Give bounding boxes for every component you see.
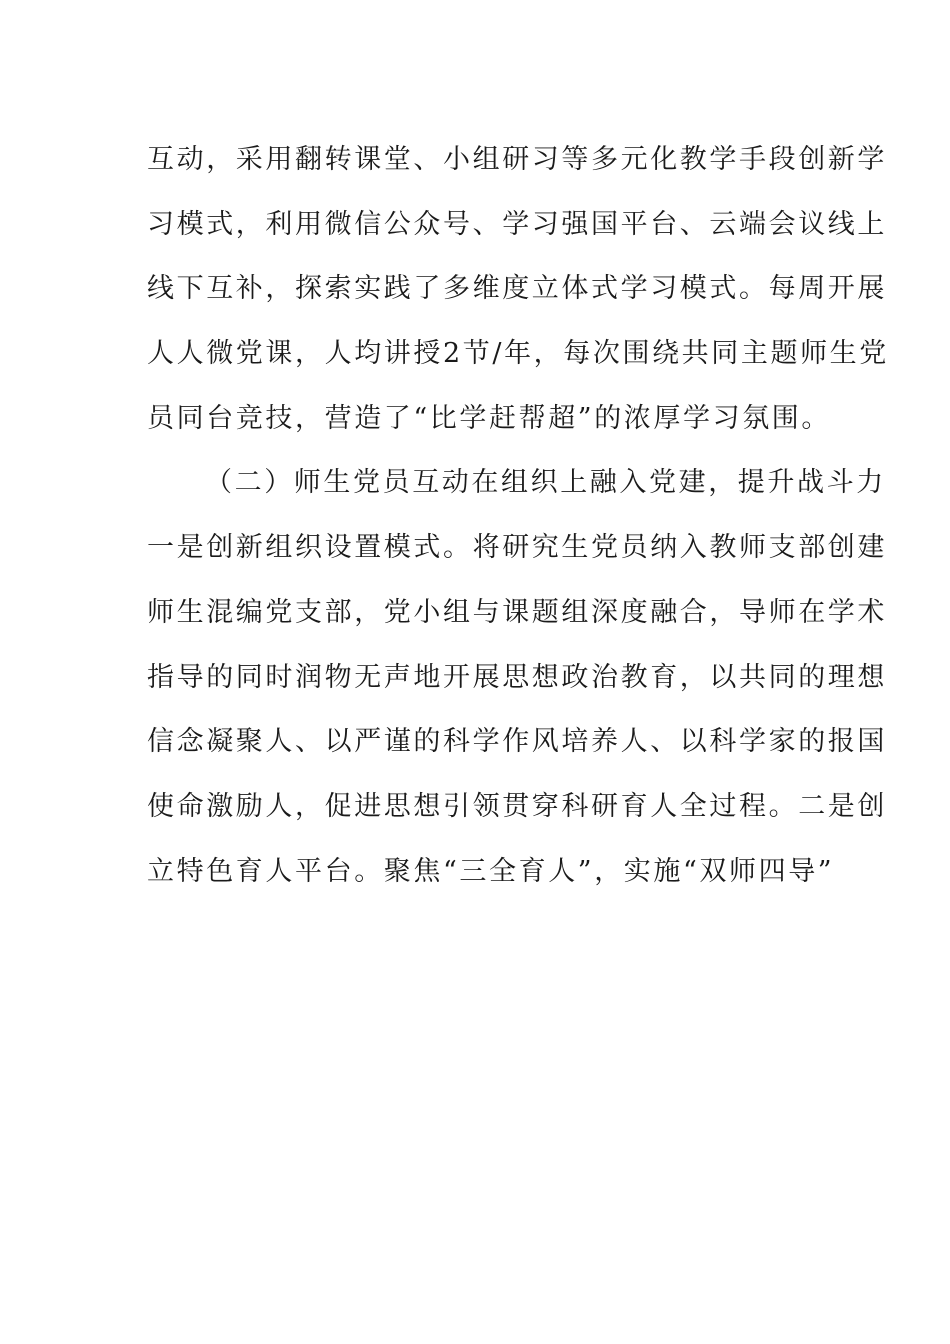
text-line: 人人微党课，人均讲授2节/年，每次围绕共同主题师生党 — [147, 338, 889, 370]
text-line: 一是创新组织设置模式。将研究生党员纳入教师支部创建 — [147, 532, 887, 564]
text-line: 员同台竞技，营造了“比学赶帮超”的浓厚学习氛围。 — [147, 402, 832, 434]
text-line: 师生混编党支部，党小组与课题组深度融合，导师在学术 — [147, 596, 887, 628]
text-line: 信念凝聚人、以严谨的科学作风培养人、以科学家的报国 — [147, 726, 887, 758]
text-line: 线下互补，探索实践了多维度立体式学习模式。每周开展 — [147, 273, 887, 305]
text-line: 立特色育人平台。聚焦“三全育人”，实施“双师四导” — [147, 855, 835, 887]
document-body — [147, 136, 889, 912]
text-line: 习模式，利用微信公众号、学习强国平台、云端会议线上 — [147, 208, 887, 240]
text-line: 指导的同时润物无声地开展思想政治教育，以共同的理想 — [147, 661, 887, 693]
section-heading: （二）师生党员互动在组织上融入党建，提升战斗力 — [205, 467, 886, 499]
text-line: 使命激励人，促进思想引领贯穿科研育人全过程。二是创 — [147, 790, 887, 822]
text-line: 互动，采用翻转课堂、小组研习等多元化教学手段创新学 — [147, 144, 887, 175]
